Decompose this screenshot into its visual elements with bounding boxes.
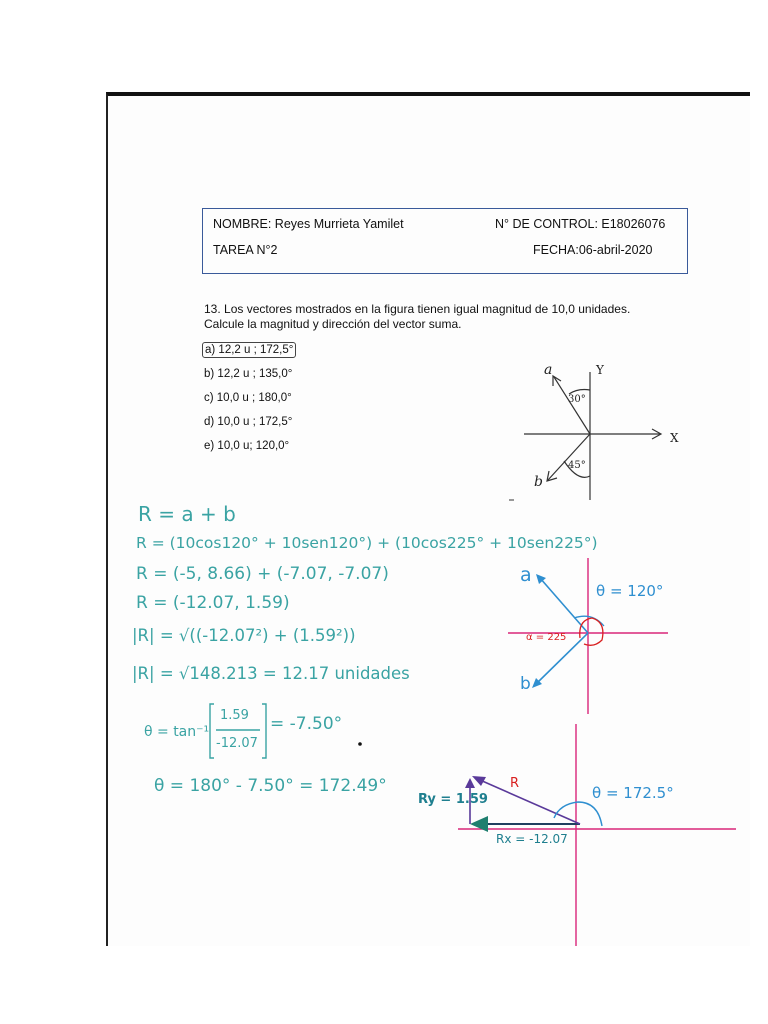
fig2-label-b: b [520,674,531,694]
fig2-alpha: α = 225 [526,632,567,643]
fig3-rx: Rx = -12.07 [496,832,568,846]
problem-line-2: Calcule la magnitud y dirección del vector suma. [204,316,462,331]
solution-line-1: R = a + b [138,502,236,526]
fig3-theta: θ = 172.5° [592,784,674,802]
option-b: b) 12,2 u ; 135,0° [204,368,293,380]
fig2-theta: θ = 120° [596,582,664,600]
fig1-label-b: b [534,474,543,490]
fig1-label-y: Y [596,363,604,377]
fig3-ry: Ry = 1.59 [418,792,488,807]
control-number: N° DE CONTROL: E18026076 [495,217,666,231]
solution-line-7-den: -12.07 [216,736,258,751]
fig1-angle-a: 30° [568,394,586,405]
option-a: a) 12,2 u ; 172,5° [202,342,296,358]
student-name: NOMBRE: Reyes Murrieta Yamilet [213,217,404,231]
solution-line-6: |R| = √148.213 = 12.17 unidades [132,664,410,683]
date: FECHA:06-abril-2020 [533,243,653,257]
solution-line-7-lhs: θ = tan⁻¹ [144,724,210,740]
fig1-label-x: X [670,431,679,445]
solution-line-7-num: 1.59 [220,708,249,723]
fig3-r: R [510,776,520,791]
solution-line-2: R = (10cos120° + 10sen120°) + (10cos225° + 10sen225°) [136,534,598,552]
option-d: d) 10,0 u ; 172,5° [204,416,293,428]
solution-line-4: R = (-12.07, 1.59) [136,593,290,613]
solution-line-5: |R| = √((-12.07²) + (1.59²)) [132,626,356,645]
solution-line-7-rhs: = -7.50° [270,714,343,734]
solution-line-3: R = (-5, 8.66) + (-7.07, -7.07) [136,564,389,584]
resultant-diagram [108,96,750,946]
option-e: e) 10,0 u; 120,0° [204,440,290,452]
fig1-angle-b: 45° [568,460,586,471]
solution-line-8: θ = 180° - 7.50° = 172.49° [154,776,387,796]
option-c: c) 10,0 u ; 180,0° [204,392,292,404]
problem-line-1: 13. Los vectores mostrados en la figura tienen igual magnitud de 10,0 unidades. [204,302,631,316]
homework-page [106,92,750,946]
fig2-label-a: a [520,564,532,586]
fig1-label-a: a [544,362,553,378]
task-number: TAREA N°2 [213,243,278,257]
